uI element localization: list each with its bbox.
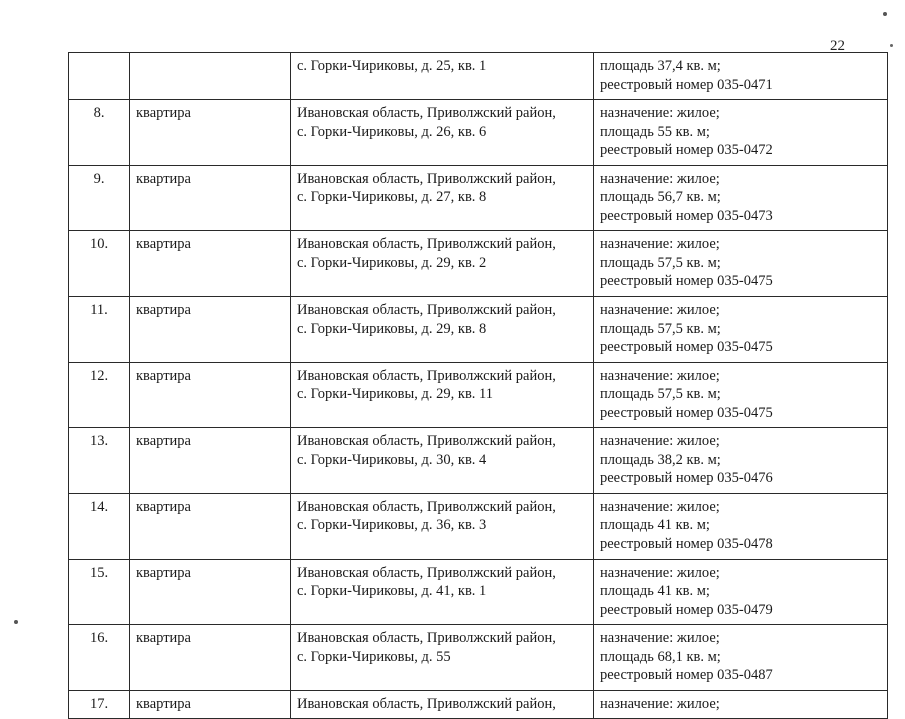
cell-number bbox=[69, 53, 130, 100]
cell-address bbox=[291, 690, 594, 719]
row-number-text: 9. bbox=[93, 170, 105, 187]
row-type-text: квартира bbox=[136, 564, 191, 581]
cell-address bbox=[291, 625, 594, 691]
address-line: Ивановская область, Приволжский район, bbox=[297, 105, 556, 122]
info-line: площадь 68,1 кв. м; bbox=[600, 648, 721, 665]
row-type-text: квартира bbox=[136, 367, 191, 384]
scan-artifact-dot-top-right bbox=[883, 12, 887, 16]
row-number-text: 14. bbox=[89, 498, 109, 515]
cell-info bbox=[594, 100, 888, 166]
cell-number bbox=[69, 100, 130, 166]
cell-address bbox=[291, 100, 594, 166]
cell-number bbox=[69, 493, 130, 559]
page-number: 22 bbox=[830, 38, 845, 54]
info-line: назначение: жилое; bbox=[600, 367, 720, 384]
cell-type bbox=[130, 493, 291, 559]
info-line: назначение: жилое; bbox=[600, 302, 720, 319]
cell-type bbox=[130, 428, 291, 494]
cell-number bbox=[69, 297, 130, 363]
info-line: реестровый номер 035-0476 bbox=[600, 470, 773, 487]
info-line: реестровый номер 035-0475 bbox=[600, 404, 773, 421]
address-line: Ивановская область, Приволжский район, bbox=[297, 433, 556, 450]
address-line: Ивановская область, Приволжский район, bbox=[297, 695, 556, 712]
property-registry-table bbox=[68, 52, 888, 719]
cell-info bbox=[594, 297, 888, 363]
table-row bbox=[69, 100, 888, 166]
cell-address bbox=[291, 428, 594, 494]
cell-type bbox=[130, 690, 291, 719]
info-line: назначение: жилое; bbox=[600, 695, 720, 712]
row-number-text: 13. bbox=[89, 433, 109, 450]
cell-type bbox=[130, 165, 291, 231]
row-type-text: квартира bbox=[136, 630, 191, 647]
cell-type bbox=[130, 559, 291, 625]
info-line: назначение: жилое; bbox=[600, 236, 720, 253]
cell-address bbox=[291, 493, 594, 559]
info-line: площадь 55 кв. м; bbox=[600, 123, 710, 140]
info-line: площадь 37,4 кв. м; bbox=[600, 58, 721, 74]
cell-type bbox=[130, 231, 291, 297]
address-line: Ивановская область, Приволжский район, bbox=[297, 630, 556, 647]
info-line: площадь 38,2 кв. м; bbox=[600, 451, 721, 468]
cell-type bbox=[130, 362, 291, 428]
address-line: с. Горки-Чириковы, д. 36, кв. 3 bbox=[297, 517, 487, 534]
scan-artifact-dot-bottom-left bbox=[14, 620, 18, 624]
address-line: с. Горки-Чириковы, д. 55 bbox=[297, 648, 451, 665]
info-line: назначение: жилое; bbox=[600, 498, 720, 515]
cell-info bbox=[594, 362, 888, 428]
cell-address bbox=[291, 559, 594, 625]
address-line: Ивановская область, Приволжский район, bbox=[297, 302, 556, 319]
cell-address bbox=[291, 362, 594, 428]
cell-info bbox=[594, 428, 888, 494]
address-line: с. Горки-Чириковы, д. 27, кв. 8 bbox=[297, 189, 487, 206]
cell-info bbox=[594, 493, 888, 559]
row-number-text: 12. bbox=[89, 367, 109, 384]
cell-number bbox=[69, 165, 130, 231]
cell-address bbox=[291, 231, 594, 297]
row-number-text: 17. bbox=[89, 695, 109, 712]
address-line: Ивановская область, Приволжский район, bbox=[297, 564, 556, 581]
row-number-text: 11. bbox=[90, 302, 108, 319]
info-line: площадь 57,5 кв. м; bbox=[600, 254, 721, 271]
cell-type bbox=[130, 297, 291, 363]
address-line: Ивановская область, Приволжский район, bbox=[297, 367, 556, 384]
row-type-text: квартира bbox=[136, 236, 191, 253]
cell-type bbox=[130, 53, 291, 100]
info-line: назначение: жилое; bbox=[600, 630, 720, 647]
cell-info bbox=[594, 53, 888, 100]
info-line: площадь 41 кв. м; bbox=[600, 583, 710, 600]
cell-address bbox=[291, 53, 594, 100]
row-type-text: квартира bbox=[136, 433, 191, 450]
info-line: реестровый номер 035-0479 bbox=[600, 601, 773, 618]
table-row bbox=[69, 428, 888, 494]
info-line: площадь 57,5 кв. м; bbox=[600, 320, 721, 337]
table-row bbox=[69, 625, 888, 691]
info-line: реестровый номер 035-0472 bbox=[600, 142, 773, 159]
address-line: с. Горки-Чириковы, д. 29, кв. 11 bbox=[297, 386, 493, 403]
info-line: реестровый номер 035-0487 bbox=[600, 667, 773, 684]
row-type-text: квартира bbox=[136, 302, 191, 319]
cell-number bbox=[69, 559, 130, 625]
cell-type bbox=[130, 625, 291, 691]
row-type-text: квартира bbox=[136, 498, 191, 515]
row-number-text: 10. bbox=[89, 236, 109, 253]
cell-info bbox=[594, 625, 888, 691]
scan-artifact-dot-right bbox=[890, 44, 893, 47]
row-number-text: 8. bbox=[93, 105, 105, 122]
table-row bbox=[69, 493, 888, 559]
address-line: с. Горки-Чириковы, д. 25, кв. 1 bbox=[297, 58, 487, 74]
address-line: с. Горки-Чириковы, д. 29, кв. 8 bbox=[297, 320, 487, 337]
table-row bbox=[69, 690, 888, 719]
info-line: назначение: жилое; bbox=[600, 564, 720, 581]
cell-number bbox=[69, 625, 130, 691]
address-line: с. Горки-Чириковы, д. 26, кв. 6 bbox=[297, 123, 487, 140]
info-line: реестровый номер 035-0475 bbox=[600, 339, 773, 356]
table-body bbox=[69, 53, 888, 719]
address-line: Ивановская область, Приволжский район, bbox=[297, 498, 556, 515]
info-line: реестровый номер 035-0473 bbox=[600, 207, 773, 224]
cell-type bbox=[130, 100, 291, 166]
row-type-text: квартира bbox=[136, 695, 191, 712]
address-line: с. Горки-Чириковы, д. 41, кв. 1 bbox=[297, 583, 487, 600]
cell-number bbox=[69, 428, 130, 494]
cell-info bbox=[594, 231, 888, 297]
cell-info bbox=[594, 165, 888, 231]
row-number-text: 15. bbox=[89, 564, 109, 581]
table-row bbox=[69, 559, 888, 625]
address-line: Ивановская область, Приволжский район, bbox=[297, 170, 556, 187]
info-line: назначение: жилое; bbox=[600, 105, 720, 122]
cell-number bbox=[69, 690, 130, 719]
table-row bbox=[69, 165, 888, 231]
info-line: назначение: жилое; bbox=[600, 433, 720, 450]
cell-info bbox=[594, 559, 888, 625]
table-row bbox=[69, 231, 888, 297]
info-line: реестровый номер 035-0478 bbox=[600, 536, 773, 553]
row-type-text: квартира bbox=[136, 105, 191, 122]
info-line: реестровый номер 035-0475 bbox=[600, 273, 773, 290]
info-line: площадь 56,7 кв. м; bbox=[600, 189, 721, 206]
table-row bbox=[69, 362, 888, 428]
address-line: с. Горки-Чириковы, д. 30, кв. 4 bbox=[297, 451, 487, 468]
table-row bbox=[69, 297, 888, 363]
address-line: Ивановская область, Приволжский район, bbox=[297, 236, 556, 253]
info-line: площадь 41 кв. м; bbox=[600, 517, 710, 534]
info-line: реестровый номер 035-0471 bbox=[600, 76, 773, 93]
info-line: назначение: жилое; bbox=[600, 170, 720, 187]
cell-info bbox=[594, 690, 888, 719]
row-type-text: квартира bbox=[136, 170, 191, 187]
cell-address bbox=[291, 297, 594, 363]
cell-number bbox=[69, 362, 130, 428]
row-number-text: 16. bbox=[89, 630, 109, 647]
info-line: площадь 57,5 кв. м; bbox=[600, 386, 721, 403]
cell-number bbox=[69, 231, 130, 297]
address-line: с. Горки-Чириковы, д. 29, кв. 2 bbox=[297, 254, 487, 271]
cell-address bbox=[291, 165, 594, 231]
table-row bbox=[69, 53, 888, 100]
